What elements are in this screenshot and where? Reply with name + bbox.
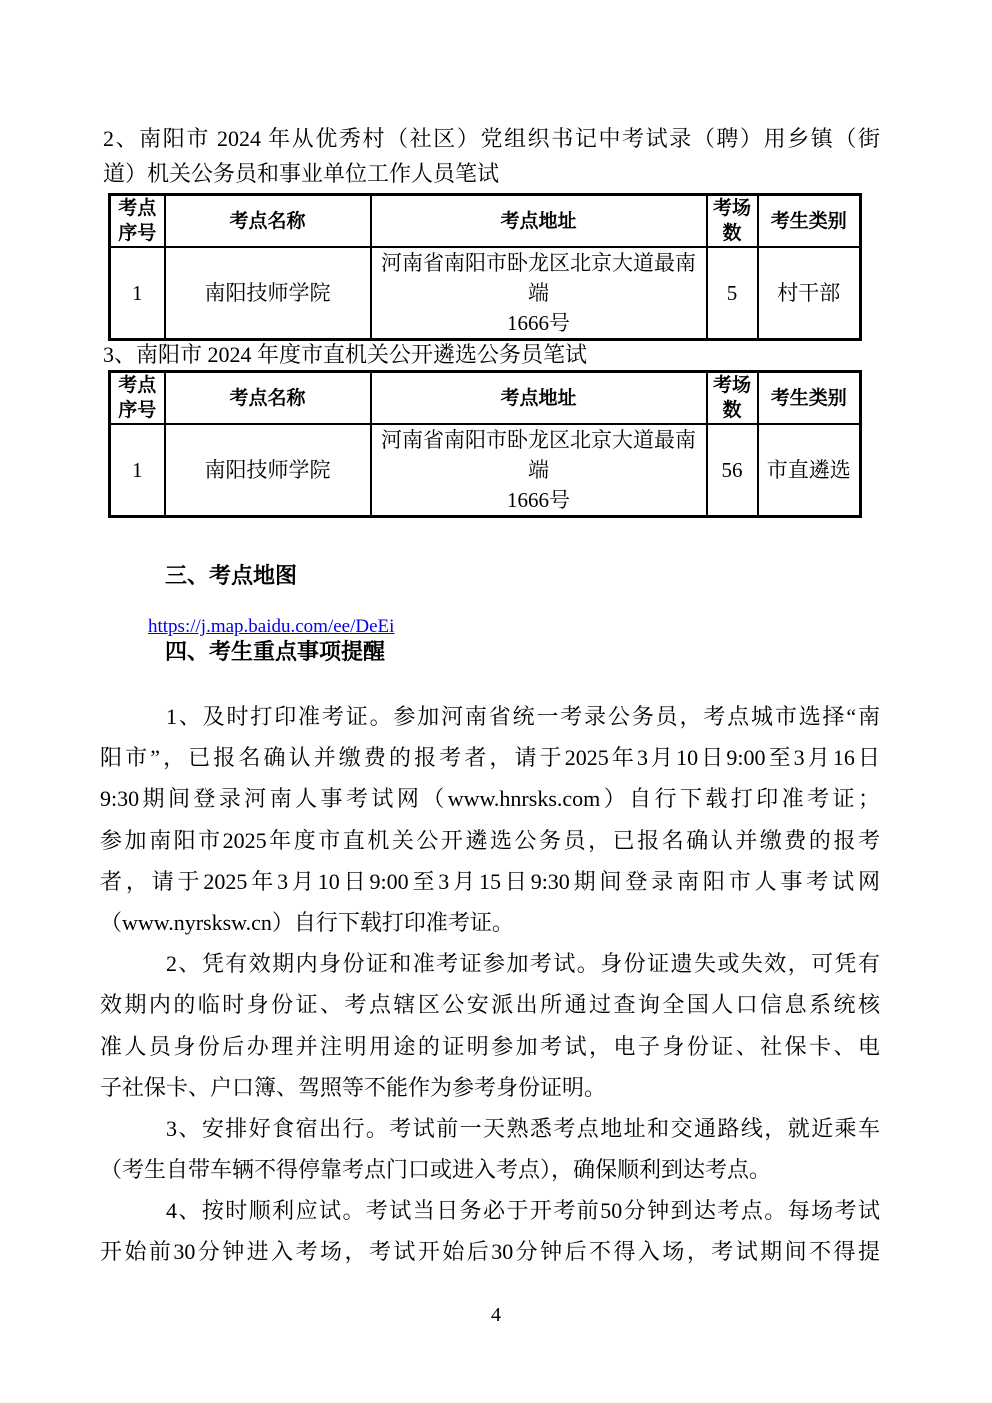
col-header-line: 数 — [722, 400, 742, 421]
col-header-line: 考场 — [712, 375, 751, 396]
cell-room-count: 56 — [707, 424, 758, 517]
heading-line: 3、南阳市 2024 年度市直机关公开遴选公务员笔试 — [103, 342, 588, 367]
exam-site-table-1 — [108, 193, 862, 341]
col-header-line: 数 — [722, 223, 742, 244]
col-header-site-name: 考点名称 — [165, 195, 371, 248]
cell-candidate-category: 村干部 — [758, 247, 861, 340]
col-header-site-address: 考点地址 — [371, 372, 707, 425]
cell-site-seq: 1 — [110, 247, 165, 340]
address-line: 河南省南阳市卧龙区北京大道最南端 — [381, 251, 696, 305]
paragraph-2-line: 准人员身份后办理并注明用途的证明参加考试，电子身份证、社保卡、电 — [100, 1033, 880, 1059]
paragraph-3-line: （考生自带车辆不得停靠考点门口或进入考点），确保顺利到达考点。 — [100, 1157, 772, 1183]
address-line: 1666号 — [507, 311, 570, 335]
notice-section-title: 四、考生重点事项提醒 — [165, 639, 386, 664]
page-number: 4 — [491, 1304, 501, 1326]
exam-site-table-2 — [108, 370, 862, 518]
map-section-title: 三、考点地图 — [165, 563, 298, 588]
col-header-site-address: 考点地址 — [371, 195, 707, 248]
cell-site-name: 南阳技师学院 — [165, 247, 371, 340]
col-header-site-seq — [110, 372, 165, 425]
cell-site-address — [371, 424, 707, 517]
cell-site-address — [371, 247, 707, 340]
cell-site-name: 南阳技师学院 — [165, 424, 371, 517]
col-header-line: 考场 — [712, 198, 751, 219]
table-header-row — [110, 195, 861, 248]
heading-line: 2、南阳市 2024 年从优秀村（社区）党组织书记中考试录（聘）用乡镇（街 — [103, 126, 880, 151]
col-header-site-seq — [110, 195, 165, 248]
notice-body-text — [100, 696, 880, 1273]
paragraph-2-line: 2、凭有效期内身份证和准考证参加考试。身份证遗失或失效，可凭有 — [166, 951, 880, 977]
table-header-row — [110, 372, 861, 425]
table-row — [110, 424, 861, 517]
cell-site-seq: 1 — [110, 424, 165, 517]
paragraph-1-line: （www.nyrsksw.cn）自行下载打印准考证。 — [100, 909, 514, 935]
col-header-room-count — [707, 372, 758, 425]
paragraph-1-line: 1、及时打印准考证。参加河南省统一考录公务员，考点城市选择“南 — [166, 704, 880, 729]
col-header-line: 序号 — [118, 400, 157, 421]
paragraph-1-line: 阳市”，已报名确认并缴费的报考者，请于2025年3月10日9:00至3月16日 — [100, 745, 880, 771]
col-header-room-count — [707, 195, 758, 248]
paragraph-4-line: 4、按时顺利应试。考试当日务必于开考前50分钟到达考点。每场考试 — [166, 1198, 880, 1224]
col-header-line: 考点 — [118, 375, 157, 396]
col-header-candidate-category: 考生类别 — [758, 195, 861, 248]
address-line: 河南省南阳市卧龙区北京大道最南端 — [381, 428, 696, 482]
baidu-map-link[interactable]: https://j.map.baidu.com/ee/DeEi — [148, 616, 395, 637]
paragraph-4-line: 开始前30分钟进入考场，考试开始后30分钟后不得入场，考试期间不得提 — [100, 1239, 880, 1265]
col-header-site-name: 考点名称 — [165, 372, 371, 425]
paragraph-1-line: 9:30期间登录河南人事考试网（www.hnrsks.com）自行下载打印准考证； — [100, 786, 880, 812]
paragraph-1-line: 参加南阳市2025年度市直机关公开遴选公务员，已报名确认并缴费的报考 — [100, 827, 880, 853]
cell-candidate-category: 市直遴选 — [758, 424, 861, 517]
col-header-line: 序号 — [118, 223, 157, 244]
col-header-line: 考点 — [118, 198, 157, 219]
table-row — [110, 247, 861, 340]
paragraph-2-line: 效期内的临时身份证、考点辖区公安派出所通过查询全国人口信息系统核 — [100, 992, 880, 1018]
heading-line: 道）机关公务员和事业单位工作人员笔试 — [103, 161, 500, 186]
cell-room-count: 5 — [707, 247, 758, 340]
col-header-candidate-category: 考生类别 — [758, 372, 861, 425]
paragraph-3-line: 3、安排好食宿出行。考试前一天熟悉考点地址和交通路线，就近乘车 — [166, 1115, 880, 1141]
paragraph-1-line: 者，请于2025年3月10日9:00至3月15日9:30期间登录南阳市人事考试网 — [100, 868, 880, 894]
address-line: 1666号 — [507, 488, 570, 512]
section-2-heading — [103, 121, 880, 191]
section-3-heading — [103, 337, 880, 372]
paragraph-2-line: 子社保卡、户口簿、驾照等不能作为参考身份证明。 — [100, 1074, 607, 1100]
